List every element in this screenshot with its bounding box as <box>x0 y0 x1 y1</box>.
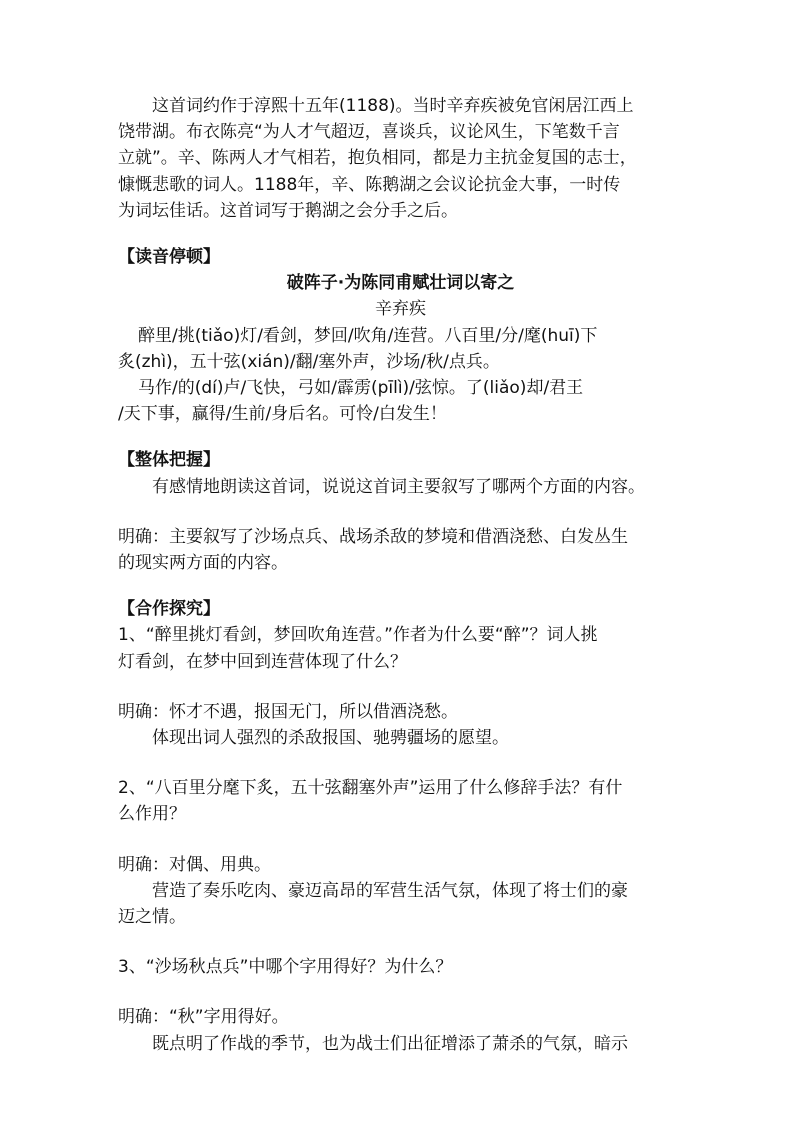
document-body <box>118 93 683 1057</box>
answer-2: 营造了奏乐吃肉、豪迈高昂的军营生活气氛，体现了将士们的豪 <box>152 880 628 901</box>
intro-line: 饶带湖。布衣陈亮“为人才气超迈，喜谈兵，议论风生，下笔数千言 <box>118 122 620 143</box>
intro-line: 慷慨悲歌的词人。1188年，辛、陈鹅湖之会议论抗金大事，一时传 <box>118 174 621 195</box>
answer-1: 明确：怀才不遇，报国无门，所以借酒浇愁。 <box>118 701 458 722</box>
intro-line: 这首词约作于淳熙十五年(1188)。当时辛弃疾被免官闲居江西上 <box>152 96 634 116</box>
answer-2: 明确：对偶、用典。 <box>118 854 271 875</box>
section-heading-overall: 【整体把握】 <box>118 450 220 471</box>
question-1: 灯看剑，在梦中回到连营体现了什么？ <box>118 651 407 672</box>
poem-line: 醉里/挑(tiǎo)灯/看剑，梦回/吹角/连营。八百里/分/麾(huī)下 <box>138 325 598 346</box>
overall-answer: 的现实两方面的内容。 <box>118 553 288 574</box>
overall-question: 有感情地朗读这首词，说说这首词主要叙写了哪两个方面的内容。 <box>152 476 645 497</box>
answer-3: 明确：“秋”字用得好。 <box>118 1007 289 1028</box>
question-2: 么作用？ <box>118 804 186 825</box>
intro-line: 立就”。辛、陈两人才气相若，抱负相同，都是力主抗金复国的志士， <box>118 148 637 169</box>
answer-2: 迈之情。 <box>118 907 186 928</box>
overall-answer: 明确：主要叙写了沙场点兵、战场杀敌的梦境和借酒浇愁、白发丛生 <box>118 526 628 547</box>
question-1: 1、“醉里挑灯看剑，梦回吹角连营。”作者为什么要“醉”？词人挑 <box>118 625 598 646</box>
poem-line: /天下事，赢得/生前/身后名。可怜/白发生！ <box>118 404 447 425</box>
poem-title: 破阵子·为陈同甫赋壮词以寄之 <box>286 273 515 294</box>
intro-line: 为词坛佳话。这首词写于鹅湖之会分手之后。 <box>118 200 458 221</box>
section-heading-reading: 【读音停顿】 <box>118 247 220 268</box>
section-heading-explore: 【合作探究】 <box>118 599 220 620</box>
question-3: 3、“沙场秋点兵”中哪个字用得好？为什么？ <box>118 957 453 978</box>
question-2: 2、“八百里分麾下炙，五十弦翻塞外声”运用了什么修辞手法？有什 <box>118 778 623 799</box>
poem-author: 辛弃疾 <box>375 299 426 320</box>
answer-3: 既点明了作战的季节，也为战士们出征增添了萧杀的气氛，暗示 <box>152 1033 628 1054</box>
answer-1: 体现出词人强烈的杀敌报国、驰骋疆场的愿望。 <box>152 728 509 749</box>
poem-line: 马作/的(dí)卢/飞快，弓如/霹雳(pīlì)/弦惊。了(liǎo)却/君王 <box>138 378 584 399</box>
poem-line: 炙(zhì)，五十弦(xián)/翻/塞外声，沙场/秋/点兵。 <box>118 351 500 372</box>
